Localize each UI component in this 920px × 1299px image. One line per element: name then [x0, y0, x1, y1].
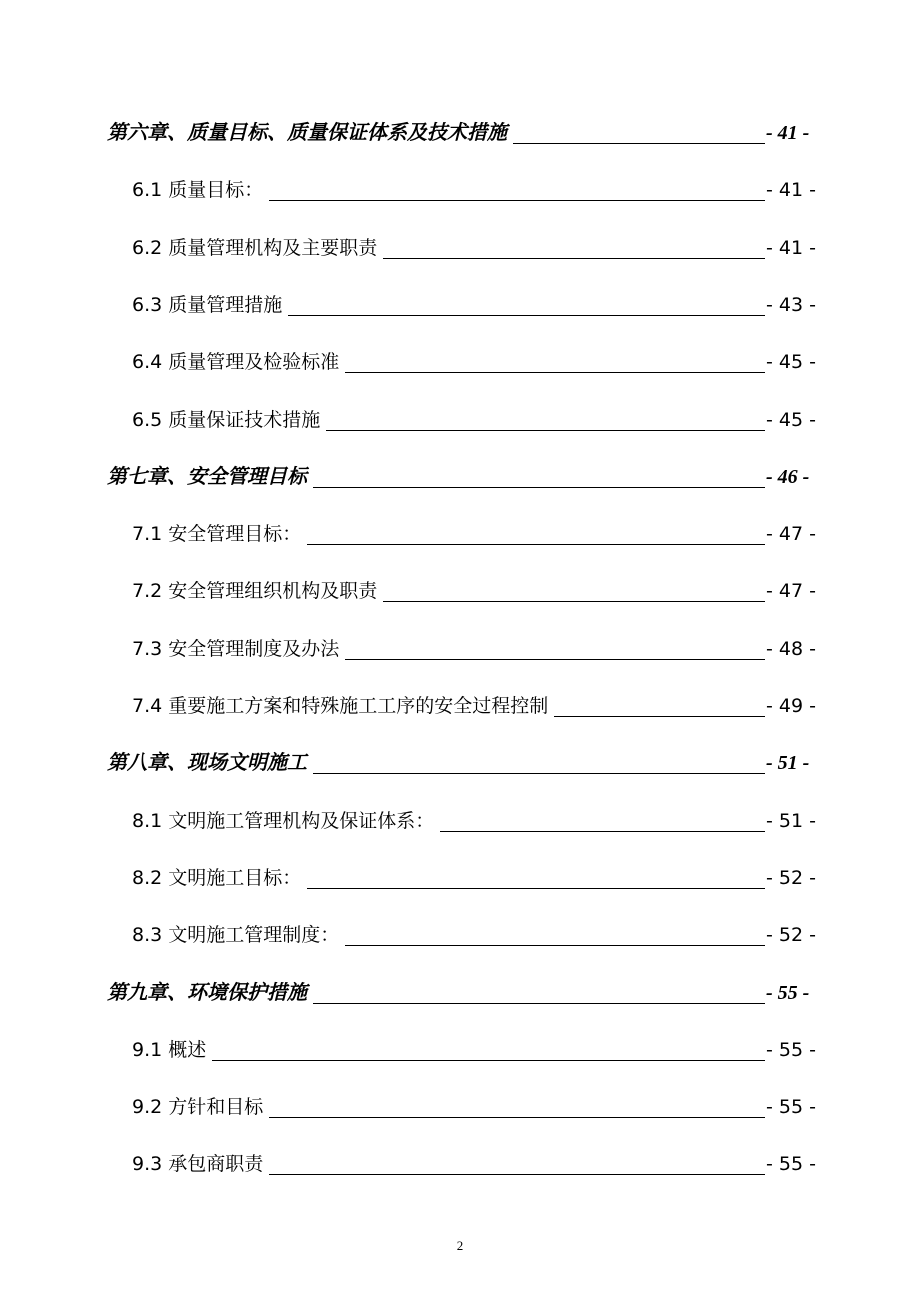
toc-entry-page: - 55 - [766, 1096, 816, 1119]
toc-leader-line [554, 716, 765, 717]
toc-entry-page: - 43 - [766, 293, 816, 316]
toc-entry-title: 6.5 质量保证技术措施 [132, 408, 321, 431]
toc-leader-line [313, 1003, 765, 1004]
toc-entry-title: 8.1 文明施工管理机构及保证体系： [132, 809, 435, 832]
toc-entry-page: - 51 - [766, 752, 810, 775]
toc-leader-line [212, 1060, 765, 1061]
toc-entry-page: - 55 - [766, 1153, 816, 1176]
toc-entry-page: - 52 - [766, 866, 816, 889]
toc-entry-page: - 49 - [766, 695, 816, 717]
toc-entry-page: - 52 - [766, 924, 816, 947]
toc-entry-title: 7.3 安全管理制度及办法 [132, 637, 340, 660]
toc-entry-page: - 46 - [766, 465, 810, 488]
toc-leader-line [307, 888, 765, 889]
toc-leader-line [345, 659, 765, 660]
toc-entry-title: 第六章、质量目标、质量保证体系及技术措施 [107, 122, 507, 144]
toc-entry-title: 6.4 质量管理及检验标准 [132, 351, 340, 374]
toc-entry-title: 8.2 文明施工目标： [132, 866, 302, 889]
toc-leader-line [513, 143, 765, 144]
toc-leader-line [288, 315, 765, 316]
toc-entry-title: 第七章、安全管理目标 [107, 465, 307, 488]
toc-entry[interactable] [0, 401, 920, 441]
toc-entry[interactable] [0, 343, 920, 383]
toc-entry-page: - 41 - [766, 179, 816, 202]
toc-entry-title: 9.3 承包商职责 [132, 1153, 264, 1176]
toc-entry[interactable] [0, 114, 920, 154]
toc-leader-line [269, 1117, 765, 1118]
toc-entry-title: 7.1 安全管理目标： [132, 523, 302, 546]
toc-entry[interactable] [0, 744, 920, 784]
toc-entry[interactable] [0, 1145, 920, 1185]
toc-entry-page: - 41 - [766, 236, 816, 259]
toc-leader-line [307, 544, 765, 545]
toc-entry[interactable] [0, 572, 920, 612]
toc-entry-page: - 48 - [766, 637, 816, 660]
toc-entry-title: 第八章、现场文明施工 [107, 752, 307, 775]
toc-entry-title: 6.2 质量管理机构及主要职责 [132, 236, 378, 259]
toc-leader-line [269, 1174, 765, 1175]
toc-entry-page: - 45 - [766, 408, 816, 431]
toc-entry-page: - 47 - [766, 523, 816, 546]
toc-entry-page: - 41 - [766, 122, 810, 144]
toc-entry-title: 6.3 质量管理措施 [132, 293, 283, 316]
toc-entry-title: 7.4 重要施工方案和特殊施工工序的安全过程控制 [132, 695, 549, 717]
toc-entry[interactable] [0, 916, 920, 956]
toc-leader-line [383, 601, 765, 602]
toc-entry[interactable] [0, 974, 920, 1014]
toc-leader-line [440, 831, 765, 832]
toc-entry-page: - 45 - [766, 351, 816, 374]
page-number: 2 [456, 1238, 464, 1253]
toc-leader-line [383, 258, 765, 259]
toc-entry[interactable] [0, 687, 920, 727]
toc-leader-line [326, 430, 765, 431]
toc-entry[interactable] [0, 859, 920, 899]
toc-entry-page: - 51 - [766, 809, 816, 832]
toc-entry-page: - 47 - [766, 580, 816, 603]
toc-entry-title: 7.2 安全管理组织机构及职责 [132, 580, 378, 603]
toc-entry[interactable] [0, 802, 920, 842]
toc-entry-title: 9.1 概述 [132, 1038, 207, 1061]
toc-leader-line [269, 200, 765, 201]
toc-entry[interactable] [0, 1031, 920, 1071]
toc-entry[interactable] [0, 630, 920, 670]
toc-entry-title: 6.1 质量目标： [132, 179, 264, 202]
toc-entry[interactable] [0, 1088, 920, 1128]
toc-entry-title: 8.3 文明施工管理制度： [132, 924, 340, 947]
toc-entry[interactable] [0, 286, 920, 326]
toc-entry-page: - 55 - [766, 1038, 816, 1061]
toc-entry[interactable] [0, 515, 920, 555]
toc-entry-page: - 55 - [766, 981, 810, 1004]
toc-leader-line [345, 945, 765, 946]
toc-entry[interactable] [0, 229, 920, 269]
toc-entry[interactable] [0, 171, 920, 211]
toc-entry[interactable] [0, 458, 920, 498]
toc-leader-line [313, 773, 765, 774]
toc-entry-title: 第九章、环境保护措施 [107, 981, 307, 1004]
toc-leader-line [313, 487, 765, 488]
toc-leader-line [345, 372, 765, 373]
toc-entry-title: 9.2 方针和目标 [132, 1096, 264, 1119]
